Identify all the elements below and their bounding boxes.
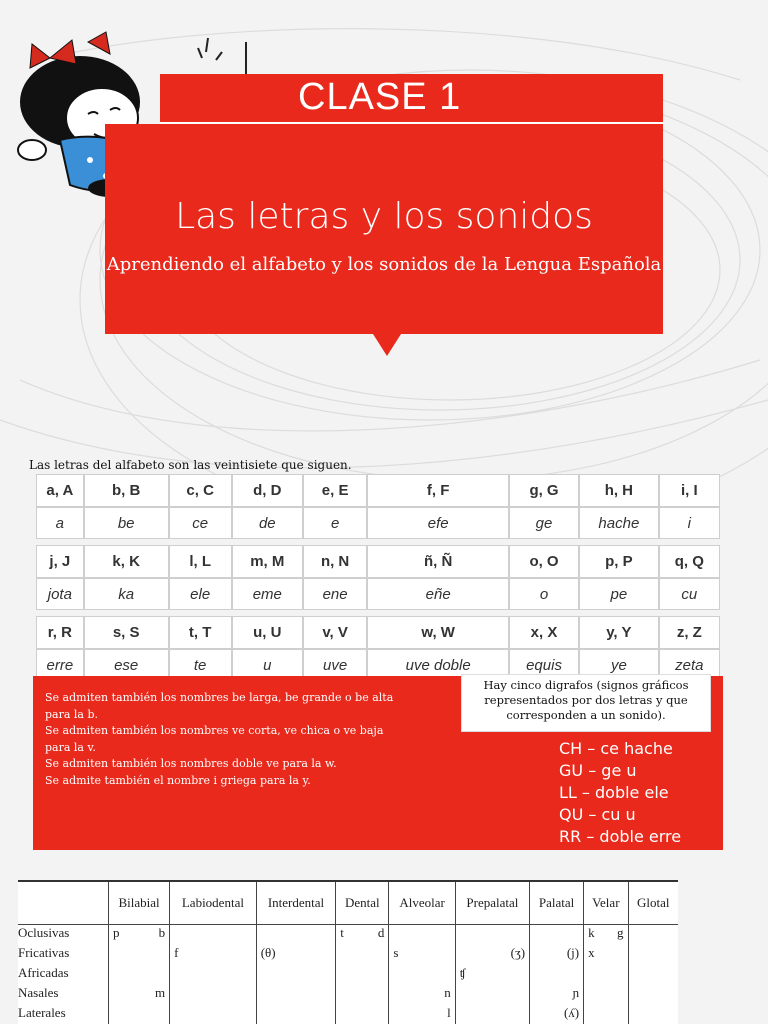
digraph-item: CH – ce hache bbox=[559, 739, 673, 758]
letter-name-notes bbox=[45, 690, 405, 789]
phoneme-cell bbox=[389, 1005, 455, 1024]
phoneme-cell bbox=[109, 925, 170, 946]
voiced-phoneme: (j) bbox=[566, 945, 580, 960]
digraph-item: LL – doble ele bbox=[559, 783, 669, 802]
voiceless-phoneme: s bbox=[393, 945, 399, 960]
phoneme-cell bbox=[584, 925, 628, 946]
note-line: Se admiten también los nombres be larga, be grande o be alta para la b. bbox=[45, 691, 394, 721]
phoneme-cell bbox=[389, 985, 455, 1005]
place-header: Palatal bbox=[530, 881, 584, 925]
names-row bbox=[36, 578, 720, 610]
phoneme-cell bbox=[584, 965, 628, 985]
note-line: Se admiten también los nombres doble ve para la w. bbox=[45, 757, 337, 770]
place-header: Dental bbox=[336, 881, 389, 925]
digraph-list bbox=[559, 738, 681, 848]
manner-row bbox=[18, 945, 678, 965]
letter-name-cell: erre bbox=[36, 649, 84, 681]
letter-name-cell: uve doble bbox=[367, 649, 509, 681]
manner-label: Oclusivas bbox=[18, 925, 70, 940]
manner-row bbox=[18, 1005, 678, 1024]
place-header: Velar bbox=[584, 881, 628, 925]
phoneme-cell bbox=[256, 925, 336, 946]
letter-cell: h, H bbox=[579, 474, 659, 507]
manner-row bbox=[18, 985, 678, 1005]
phoneme-cell bbox=[530, 1005, 584, 1024]
letter-name-cell: ka bbox=[84, 578, 169, 610]
phoneme-cell bbox=[336, 985, 389, 1005]
title-banner bbox=[160, 74, 663, 122]
phoneme-cell bbox=[336, 1005, 389, 1024]
letter-cell: e, E bbox=[303, 474, 367, 507]
letter-name-cell: o bbox=[509, 578, 579, 610]
phoneme-cell bbox=[628, 1005, 678, 1024]
digraph-intro: Hay cinco digrafos (signos gráficos representados por dos letras y que corresponden a un sonido). bbox=[461, 674, 711, 732]
letter-cell: i, I bbox=[659, 474, 720, 507]
main-heading: Las letras y los sonidos bbox=[175, 196, 593, 237]
letter-name-cell: eme bbox=[232, 578, 303, 610]
sub-heading: Aprendiendo el alfabeto y los sonidos de la Lengua Española bbox=[106, 254, 662, 275]
manner-label: Africadas bbox=[18, 965, 69, 980]
alphabet-intro: Las letras del alfabeto son las veintisiete que siguen. bbox=[29, 458, 352, 472]
voiced-phoneme: g bbox=[617, 925, 624, 940]
place-header: Interdental bbox=[256, 881, 336, 925]
manner-label: Fricativas bbox=[18, 945, 70, 960]
phoneme-cell bbox=[256, 985, 336, 1005]
letter-name-cell: jota bbox=[36, 578, 84, 610]
letter-cell: k, K bbox=[84, 545, 169, 578]
letter-name-cell: cu bbox=[659, 578, 720, 610]
corner-header bbox=[18, 881, 109, 925]
phoneme-cell bbox=[109, 985, 170, 1005]
voiced-phoneme: (ʒ) bbox=[510, 945, 526, 960]
phoneme-cell bbox=[584, 985, 628, 1005]
letter-name-cell: equis bbox=[509, 649, 579, 681]
voiceless-phoneme: k bbox=[588, 925, 595, 940]
digraph-item: QU – cu u bbox=[559, 805, 636, 824]
voiced-phoneme: m bbox=[154, 985, 166, 1000]
letter-name-cell: u bbox=[232, 649, 303, 681]
phoneme-cell bbox=[170, 965, 257, 985]
letter-cell: r, R bbox=[36, 616, 84, 649]
phoneme-cell bbox=[336, 965, 389, 985]
phoneme-cell bbox=[109, 945, 170, 965]
letter-cell: c, C bbox=[169, 474, 232, 507]
phonetic-table bbox=[18, 880, 678, 1024]
letter-name-cell: i bbox=[659, 507, 720, 539]
letter-name-cell: ese bbox=[84, 649, 169, 681]
voiceless-phoneme: ʧ bbox=[459, 965, 466, 980]
voiced-phoneme: (ʎ) bbox=[563, 1005, 580, 1020]
letter-name-cell: ye bbox=[579, 649, 659, 681]
phoneme-cell bbox=[170, 945, 257, 965]
place-header: Labiodental bbox=[170, 881, 257, 925]
letter-cell: x, X bbox=[509, 616, 579, 649]
phoneme-cell bbox=[170, 925, 257, 946]
voiceless-phoneme: x bbox=[588, 945, 595, 960]
manner-label: Laterales bbox=[18, 1005, 66, 1020]
letters-row bbox=[36, 545, 720, 578]
voiced-phoneme: d bbox=[377, 925, 385, 940]
letter-name-cell: pe bbox=[579, 578, 659, 610]
phoneme-cell bbox=[336, 925, 389, 946]
phoneme-cell bbox=[455, 945, 529, 965]
letter-name-cell: ele bbox=[169, 578, 232, 610]
phoneme-cell bbox=[336, 945, 389, 965]
letter-name-cell: ce bbox=[169, 507, 232, 539]
letter-cell: q, Q bbox=[659, 545, 720, 578]
phonetic-table-wrapper bbox=[18, 880, 678, 1024]
letter-name-cell: ene bbox=[303, 578, 367, 610]
letter-name-cell: eñe bbox=[367, 578, 509, 610]
letter-cell: s, S bbox=[84, 616, 169, 649]
voiceless-phoneme: f bbox=[174, 945, 179, 960]
phoneme-cell bbox=[170, 1005, 257, 1024]
manner-row bbox=[18, 965, 678, 985]
page-title: CLASE 1 bbox=[298, 76, 462, 118]
names-row bbox=[36, 507, 720, 539]
letter-cell: f, F bbox=[367, 474, 509, 507]
phoneme-cell bbox=[455, 985, 529, 1005]
phoneme-cell bbox=[530, 985, 584, 1005]
letter-cell: d, D bbox=[232, 474, 303, 507]
phoneme-cell bbox=[628, 965, 678, 985]
phoneme-cell bbox=[455, 965, 529, 985]
phoneme-cell bbox=[389, 925, 455, 946]
phoneme-cell bbox=[628, 985, 678, 1005]
letter-name-cell: ge bbox=[509, 507, 579, 539]
phoneme-cell bbox=[170, 985, 257, 1005]
phoneme-cell bbox=[109, 1005, 170, 1024]
voiced-phoneme: l bbox=[447, 1005, 451, 1020]
phoneme-cell bbox=[584, 945, 628, 965]
letter-name-cell: e bbox=[303, 507, 367, 539]
phoneme-cell bbox=[628, 925, 678, 946]
alphabet-table bbox=[36, 474, 720, 681]
phoneme-cell bbox=[584, 1005, 628, 1024]
phoneme-cell bbox=[628, 945, 678, 965]
phoneme-cell bbox=[256, 945, 336, 965]
place-header: Prepalatal bbox=[455, 881, 529, 925]
letter-name-cell: a bbox=[36, 507, 84, 539]
letter-cell: a, A bbox=[36, 474, 84, 507]
subtitle-panel bbox=[105, 124, 663, 334]
voiced-phoneme: b bbox=[158, 925, 166, 940]
phoneme-cell bbox=[256, 1005, 336, 1024]
letter-cell: z, Z bbox=[659, 616, 720, 649]
phoneme-cell bbox=[455, 1005, 529, 1024]
letter-cell: p, P bbox=[579, 545, 659, 578]
phoneme-cell bbox=[455, 925, 529, 946]
phoneme-cell bbox=[389, 945, 455, 965]
letter-cell: g, G bbox=[509, 474, 579, 507]
place-header: Glotal bbox=[628, 881, 678, 925]
letter-cell: m, M bbox=[232, 545, 303, 578]
letter-cell: v, V bbox=[303, 616, 367, 649]
letter-name-cell: de bbox=[232, 507, 303, 539]
letter-name-cell: hache bbox=[579, 507, 659, 539]
letter-cell: ñ, Ñ bbox=[367, 545, 509, 578]
phoneme-cell bbox=[530, 945, 584, 965]
voiceless-phoneme: (θ) bbox=[260, 945, 276, 960]
letter-cell: n, N bbox=[303, 545, 367, 578]
phoneme-cell bbox=[256, 965, 336, 985]
note-line: Se admiten también los nombres ve corta, ve chica o ve baja para la v. bbox=[45, 724, 384, 754]
letter-cell: y, Y bbox=[579, 616, 659, 649]
voiced-phoneme: ɲ bbox=[572, 985, 580, 1000]
letter-cell: w, W bbox=[367, 616, 509, 649]
place-header: Bilabial bbox=[109, 881, 170, 925]
voiceless-phoneme: t bbox=[340, 925, 344, 940]
voiceless-phoneme: p bbox=[113, 925, 120, 940]
notes-panel bbox=[33, 676, 723, 850]
letter-cell: t, T bbox=[169, 616, 232, 649]
letter-name-cell: efe bbox=[367, 507, 509, 539]
phoneme-cell bbox=[109, 965, 170, 985]
letter-name-cell: zeta bbox=[659, 649, 720, 681]
letter-cell: o, O bbox=[509, 545, 579, 578]
letters-row bbox=[36, 616, 720, 649]
phoneme-cell bbox=[389, 965, 455, 985]
letter-cell: j, J bbox=[36, 545, 84, 578]
letter-cell: b, B bbox=[84, 474, 169, 507]
manner-row bbox=[18, 925, 678, 946]
voiced-phoneme: n bbox=[444, 985, 451, 1000]
phoneme-cell bbox=[530, 925, 584, 946]
digraph-item: GU – ge u bbox=[559, 761, 637, 780]
letter-cell: l, L bbox=[169, 545, 232, 578]
letter-name-cell: uve bbox=[303, 649, 367, 681]
note-line: Se admite también el nombre i griega para la y. bbox=[45, 773, 311, 787]
letter-name-cell: te bbox=[169, 649, 232, 681]
phoneme-cell bbox=[530, 965, 584, 985]
place-header: Alveolar bbox=[389, 881, 455, 925]
letter-cell: u, U bbox=[232, 616, 303, 649]
letters-row bbox=[36, 474, 720, 507]
manner-label: Nasales bbox=[18, 985, 59, 1000]
letter-name-cell: be bbox=[84, 507, 169, 539]
digraph-item: RR – doble erre bbox=[559, 827, 682, 846]
